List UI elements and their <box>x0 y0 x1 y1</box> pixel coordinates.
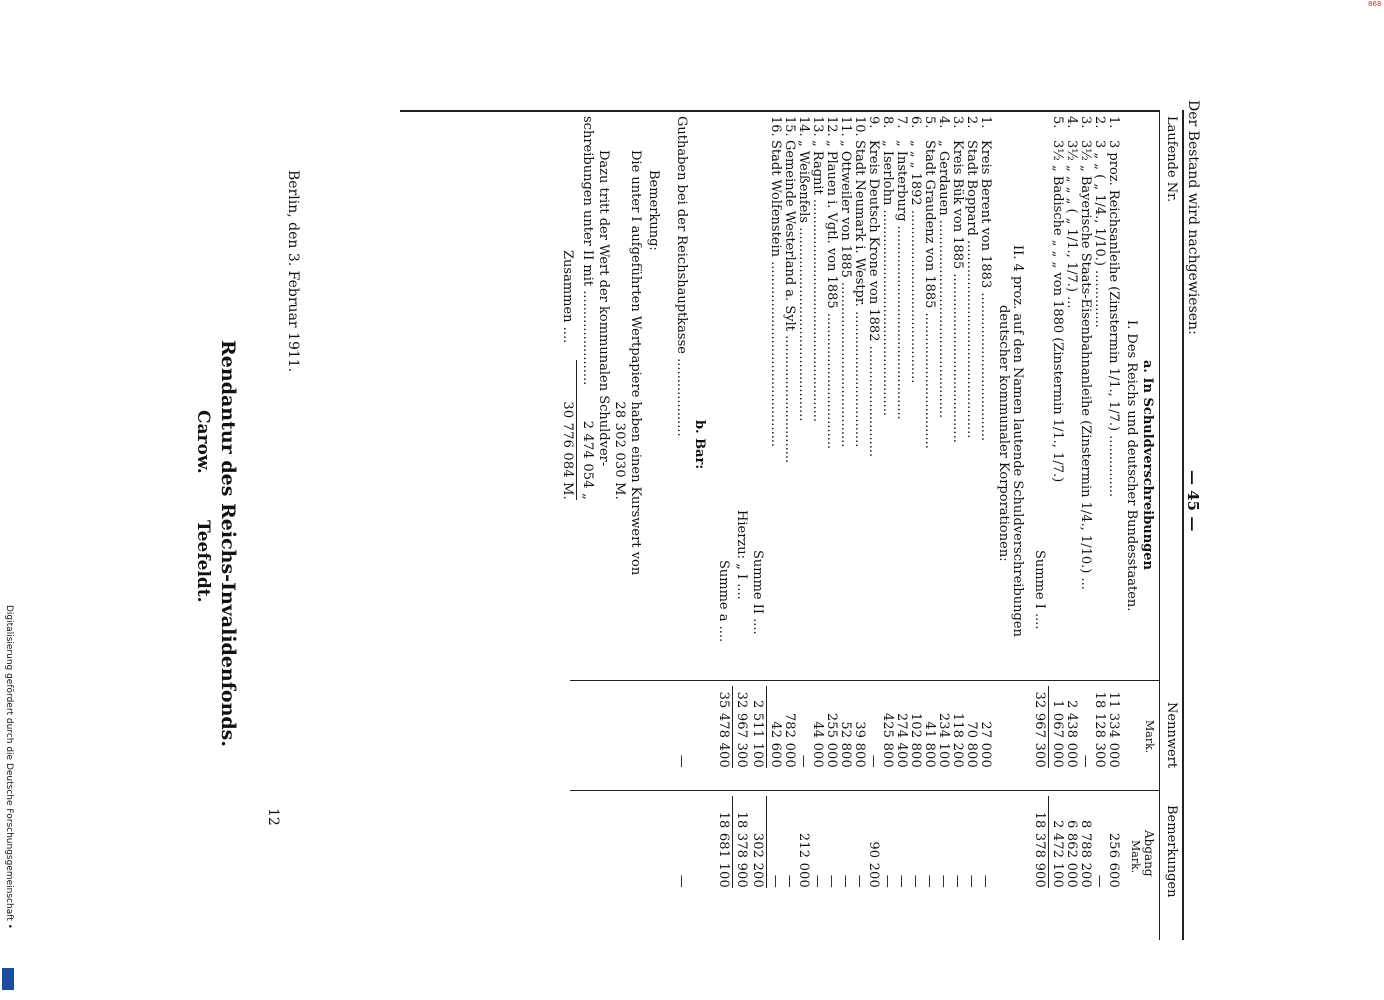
row-desc: Stadt Graudenz von 1885 ................................. <box>922 140 937 449</box>
subsection-2-title-cont: deutscher kommunaler Korporationen: <box>996 305 1011 562</box>
row-desc: „ Plauen i. Vgtl. von 1885 ................................. <box>824 140 839 450</box>
row-abgang: 2 472 100 <box>1050 820 1065 888</box>
sum1-label: Summe I .... <box>1032 550 1047 630</box>
row-abgang: 90 200 <box>866 841 881 888</box>
row-abgang: — <box>936 874 951 888</box>
page-number: — 45 — <box>1184 470 1202 532</box>
remark-total-rule <box>576 360 577 500</box>
row-abgang: — <box>1092 874 1107 888</box>
row-nr: 15. <box>782 116 797 137</box>
abgang-unit: Mark. <box>1129 840 1142 874</box>
sum2-label: Summe II .... <box>750 550 765 635</box>
remark-total-value: 30 776 084 M. <box>560 401 575 500</box>
row-nennwert: 782 000 <box>782 712 797 768</box>
suma-abgang: 18 681 100 <box>716 811 731 888</box>
remark-line2: Dazu tritt der Wert der kommunalen Schuldver- <box>596 150 611 467</box>
row-nennwert: 52 800 <box>838 721 853 768</box>
sum1-abgang: 18 378 900 <box>1032 811 1047 888</box>
row-abgang: — <box>922 874 937 888</box>
row-nennwert: — <box>796 754 811 768</box>
row-nennwert: 42 600 <box>768 721 783 768</box>
bemerkungen-divider <box>570 790 1160 791</box>
remark-line1: Die unter I aufgeführten Wertpapiere haben einen Kurswert von <box>628 150 643 576</box>
row-nr: 13. <box>810 116 825 137</box>
row-nr: 12. <box>824 116 839 137</box>
signature-1: Carow. <box>193 410 213 474</box>
row-nr: 14. <box>796 116 811 137</box>
credit-text: Digitalisierung gefördert durch die Deutsche Forschungsgemeinschaft • <box>4 605 14 929</box>
row-nr: 16. <box>768 116 783 137</box>
remark-line3-value: 2 474 054 „ <box>580 420 595 500</box>
row-nennwert: 255 000 <box>824 712 839 768</box>
row-nr: 1. <box>1106 116 1121 129</box>
row-desc: „ Weißenfels ............................................... <box>796 140 811 422</box>
row-abgang: — <box>908 874 923 888</box>
suma-nennwert: 35 478 400 <box>716 691 731 768</box>
section-a-title: a. In Schuldverschreibungen <box>1140 360 1155 570</box>
row-desc: „ Ottweiler von 1885 ........................................ <box>838 140 853 448</box>
row-desc: Stadt Wolfenstein ............................................. <box>768 140 783 448</box>
row-nennwert: 234 100 <box>936 712 951 768</box>
sum2-abgang: 302 200 <box>750 832 765 888</box>
row-nennwert: 44 000 <box>810 721 825 768</box>
row-nr: 4. <box>1064 116 1079 129</box>
row-nr: 3. <box>1078 116 1093 129</box>
row-desc: „ Iserlohn .................................................. <box>880 140 895 417</box>
row-nr: 1. <box>978 116 993 129</box>
row-abgang: 8 788 200 <box>1078 820 1093 888</box>
row-nennwert: 1 067 000 <box>1050 700 1065 768</box>
row-nennwert: 102 800 <box>908 712 923 768</box>
row-desc: Kreis Berent von 1883 .................................... <box>978 140 993 442</box>
row-abgang: — <box>838 874 853 888</box>
corner-mark: 868 <box>1368 0 1382 8</box>
row-nr: 2. <box>1092 116 1107 129</box>
sum2-nennwert: 2 511 100 <box>750 700 765 768</box>
suma-label: Summe a .... <box>716 560 731 643</box>
row-nr: 3. <box>950 116 965 129</box>
bar-row-label: Guthaben bei der Reichshauptkasse ................... <box>674 116 689 437</box>
subsection-1-title: I. Des Reichs und deutscher Bundesstaaten. <box>1124 320 1139 612</box>
row-desc: 3½ „ „ „ „ ( „ 1/1., 1/7.) ... <box>1064 140 1079 309</box>
row-nr: 8. <box>880 116 895 129</box>
suma-rule-nenn <box>732 686 733 768</box>
top-rule <box>1182 110 1184 940</box>
row-abgang: 256 600 <box>1106 832 1121 888</box>
row-nennwert: 2 438 000 <box>1064 700 1079 768</box>
row-nennwert: — <box>1078 754 1093 768</box>
sum1-rule-abg <box>1048 796 1049 888</box>
row-abgang: — <box>894 874 909 888</box>
row-desc: 3 „ „ ( „ 1/4., 1/10.) .............. <box>1092 140 1107 328</box>
remark-line3: schreibungen unter II mit ....................... <box>580 116 595 386</box>
row-abgang: — <box>950 874 965 888</box>
office-name: Rendantur des Reichs-Invalidenfonds. <box>217 340 239 747</box>
row-abgang: 212 000 <box>796 832 811 888</box>
abgang-header: Abgang <box>1142 830 1156 877</box>
row-nennwert: 41 800 <box>922 721 937 768</box>
subsection-2-title: II. 4 proz. auf den Namen lautende Schuldverschreibungen <box>1010 245 1025 637</box>
row-nennwert: 425 800 <box>880 712 895 768</box>
row-nennwert: 27 000 <box>978 721 993 768</box>
hierzu-label: Hierzu: „ I .... <box>734 510 749 600</box>
left-rule <box>400 110 1160 112</box>
digitization-credit <box>2 605 16 990</box>
row-abgang: 6 862 000 <box>1064 820 1079 888</box>
row-nr: 4. <box>936 116 951 129</box>
row-abgang: — <box>978 874 993 888</box>
row-desc: Kreis Bük von 1885 ......................................... <box>950 140 965 443</box>
section-b-title: b. Bar: <box>692 420 707 470</box>
sum2-rule-nenn <box>766 686 767 768</box>
row-desc: Gemeinde Westerland a. Sylt ............................... <box>782 140 797 464</box>
row-nr: 11. <box>838 116 853 137</box>
hierzu-abgang: 18 378 900 <box>734 811 749 888</box>
row-nennwert: 39 800 <box>852 721 867 768</box>
row-desc: „ „ „ 1892 .......................................... <box>908 140 923 384</box>
hierzu-nennwert: 32 967 300 <box>734 691 749 768</box>
sum1-nennwert: 32 967 300 <box>1032 691 1047 768</box>
row-desc: Stadt Boppard ................................................ <box>964 140 979 439</box>
row-desc: Stadt Neumark i. Westpr. ................................. <box>852 140 867 448</box>
intro-text: Der Bestand wird nachgewiesen: <box>1185 100 1201 335</box>
suma-rule-abg <box>732 796 733 888</box>
bar-row-nennwert: — <box>674 754 689 768</box>
col-nr-header: Laufende Nr. <box>1164 116 1179 203</box>
row-abgang: — <box>852 874 867 888</box>
row-desc: 3½ „ Badische „ „ „ von 1880 (Zinstermin 1/1., 1/7.) <box>1050 140 1065 483</box>
rotated-table-page <box>190 90 1200 970</box>
row-nennwert: 274 400 <box>894 712 909 768</box>
place-date: Berlin, den 3. Februar 1911. <box>285 170 301 373</box>
col-nennwert-header: Nennwert <box>1164 702 1179 769</box>
row-nr: 2. <box>964 116 979 129</box>
row-desc: 3 proz. Reichsanleihe (Zinstermin 1/1., 1/7.) ............... <box>1106 140 1121 498</box>
dfg-logo-icon <box>2 968 14 990</box>
row-nr: 9. <box>866 116 881 129</box>
row-abgang: — <box>824 874 839 888</box>
row-nennwert: 118 200 <box>950 712 965 768</box>
row-abgang: — <box>810 874 825 888</box>
bar-row-abgang: — <box>674 874 689 888</box>
sum1-rule-nenn <box>1048 686 1049 768</box>
row-abgang: — <box>768 874 783 888</box>
row-nr: 10. <box>852 116 867 137</box>
row-desc: „ Insterburg ............................................... <box>894 140 909 420</box>
row-desc: „ Gerdauen ................................................ <box>936 140 951 419</box>
row-abgang: — <box>964 874 979 888</box>
nennwert-unit: Mark. <box>1143 720 1156 754</box>
row-nennwert: 18 128 300 <box>1092 691 1107 768</box>
remark-total-label: Zusammen .... <box>560 250 575 344</box>
nennwert-divider <box>570 680 1160 681</box>
sum2-rule-abg <box>766 796 767 888</box>
header-rule <box>1159 110 1160 940</box>
row-nr: 7. <box>894 116 909 129</box>
folio-number: 12 <box>265 808 281 826</box>
row-nennwert: 11 334 000 <box>1106 691 1121 768</box>
row-abgang: — <box>880 874 895 888</box>
remark-line1-value: 28 302 030 M. <box>612 401 627 500</box>
row-desc: 3½ „ Bayerische Staats-Eisenbahnanleihe (Zinstermin 1/4., 1/10.) ... <box>1078 140 1093 590</box>
row-nr: 5. <box>1050 116 1065 129</box>
row-nennwert: 70 800 <box>964 721 979 768</box>
row-abgang: — <box>782 874 797 888</box>
remark-title: Bemerkung: <box>646 170 661 251</box>
row-desc: „ Ragnit ...................................................... <box>810 140 825 423</box>
row-nr: 6. <box>908 116 923 129</box>
signature-2: Teefeldt. <box>193 520 213 603</box>
col-bemerkungen-header: Bemerkungen <box>1164 805 1179 898</box>
row-nennwert: — <box>866 754 881 768</box>
row-desc: Kreis Deutsch Krone von 1882 ........................... <box>866 140 881 458</box>
row-nr: 5. <box>922 116 937 129</box>
